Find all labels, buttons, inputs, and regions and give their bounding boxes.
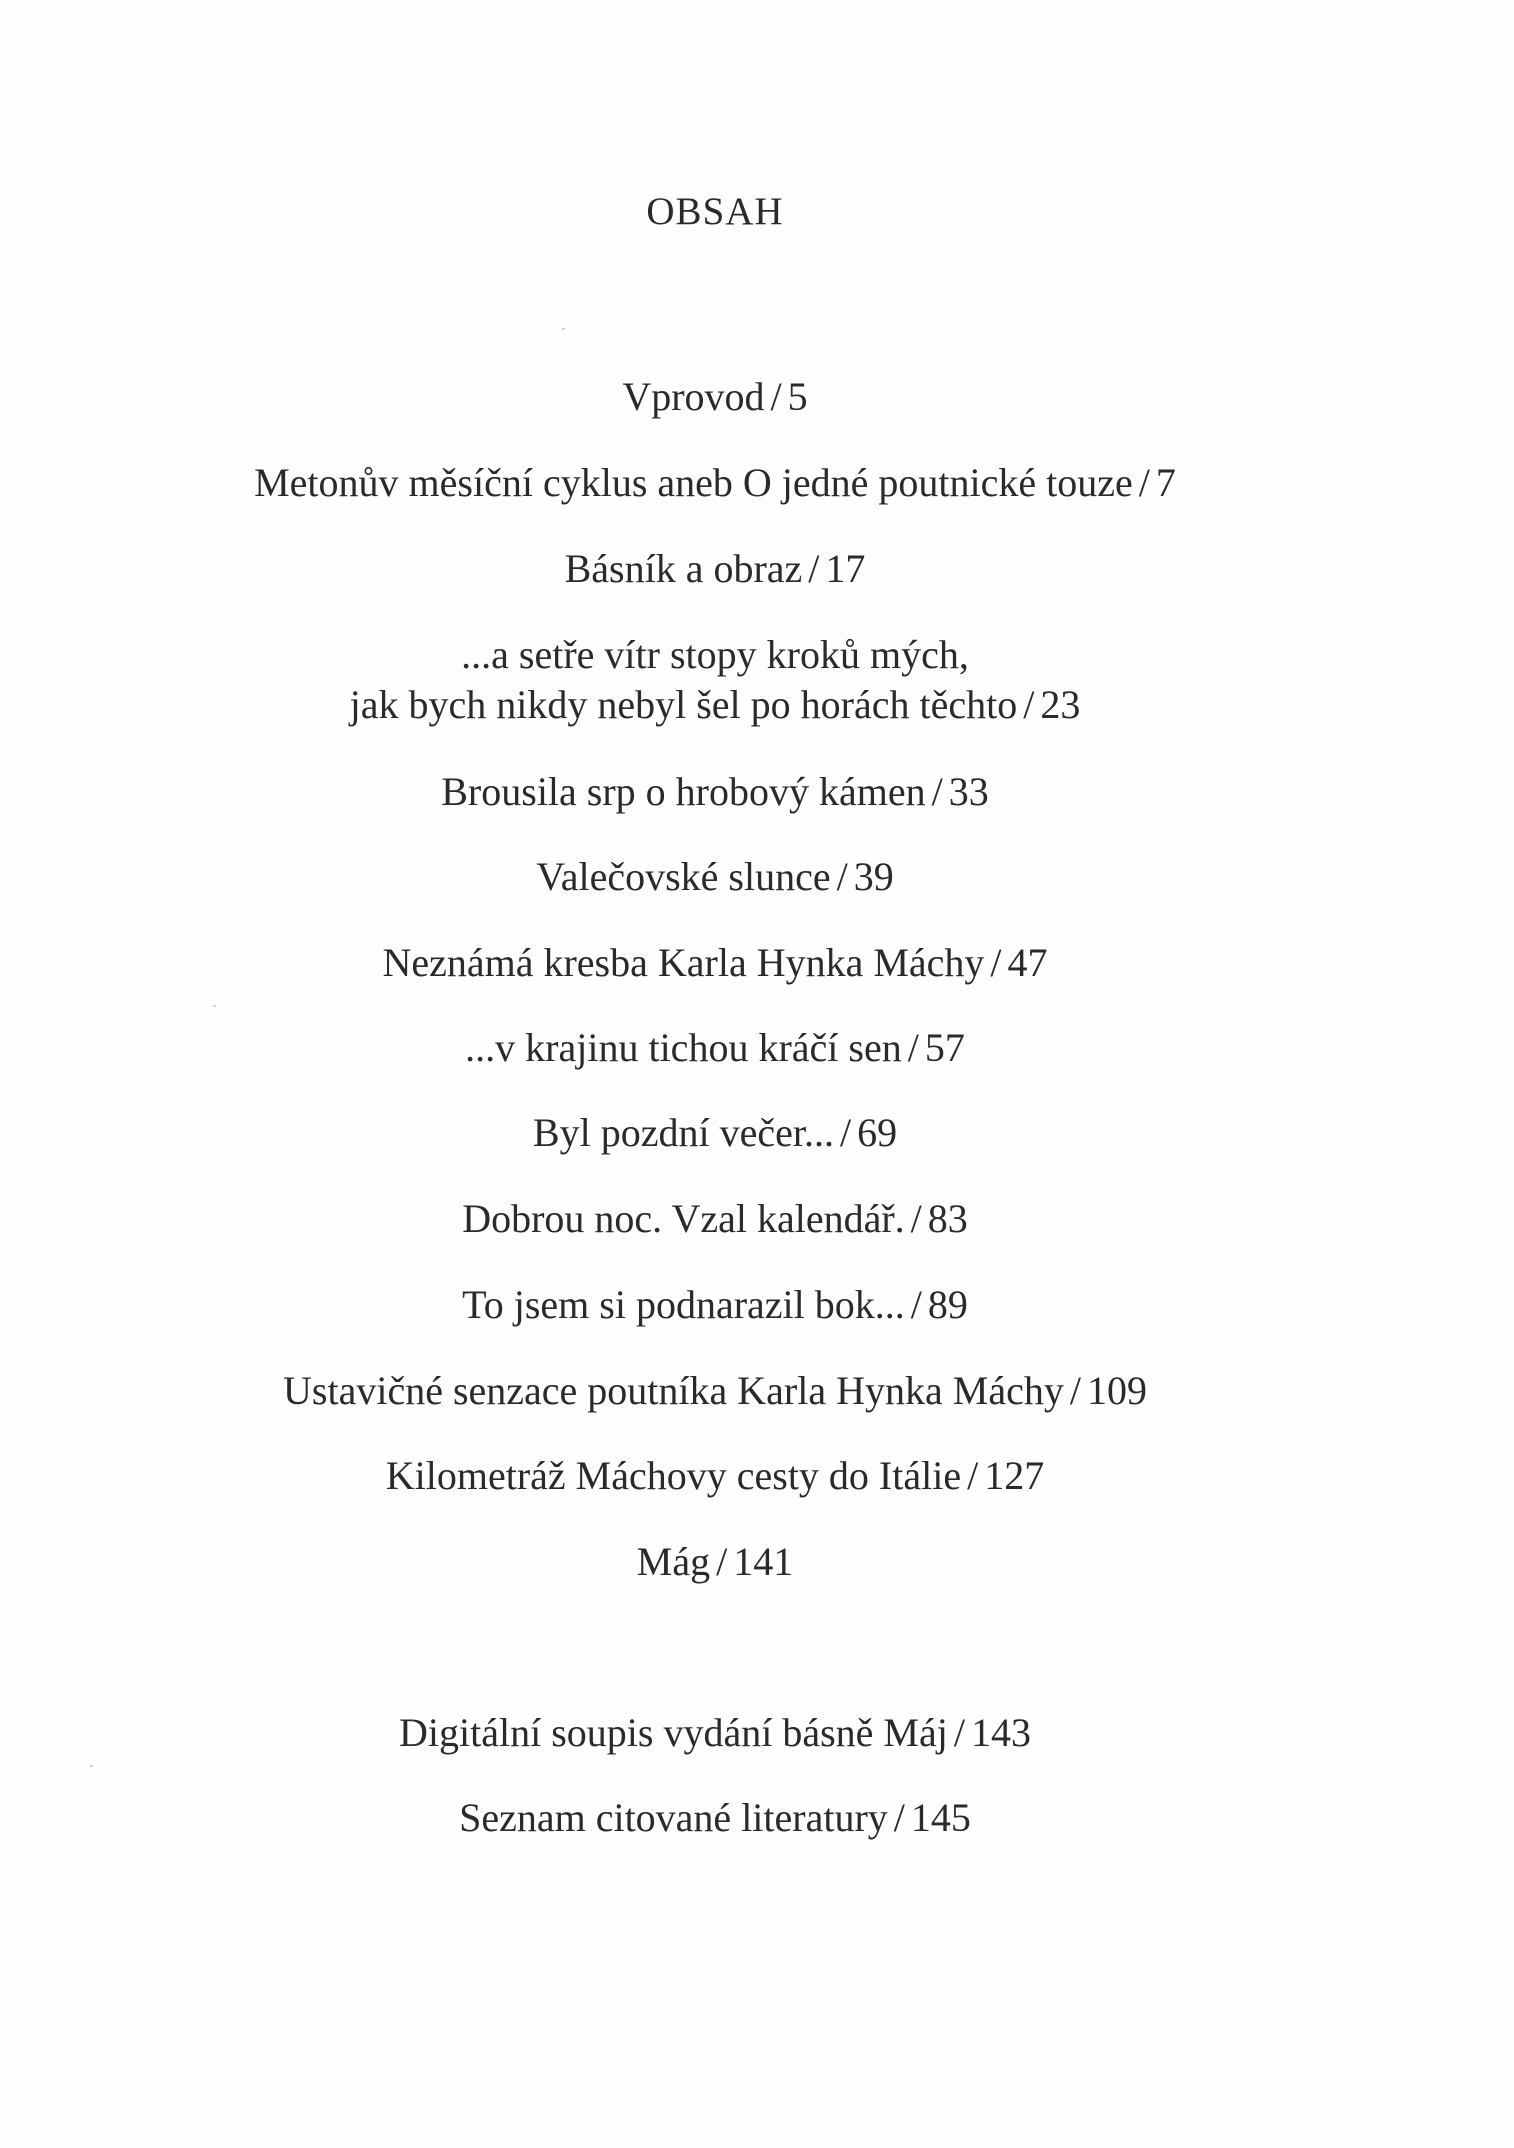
- toc-entry-page: 39: [853, 854, 894, 899]
- toc-separator: /: [953, 1710, 965, 1755]
- toc-entry: [0, 372, 1430, 422]
- toc-separator: /: [907, 1025, 919, 1070]
- toc-entry-page: 83: [927, 1196, 968, 1241]
- toc-entry-title-line1: ...a setře vítr stopy kroků mých,: [461, 632, 969, 677]
- toc-entry-page: 69: [857, 1110, 898, 1155]
- toc-entry: [0, 544, 1430, 594]
- toc-entry-title: Dobrou noc. Vzal kalendář.: [462, 1196, 905, 1241]
- toc-entry: [0, 1108, 1430, 1158]
- toc-entry-title: ...v krajinu tichou kráčí sen: [465, 1025, 902, 1070]
- toc-separator: /: [808, 546, 820, 591]
- toc-entry: [0, 852, 1430, 902]
- toc-entry: [0, 1537, 1430, 1587]
- toc-separator: /: [910, 1282, 922, 1327]
- toc-entry-title: Mág: [636, 1539, 711, 1584]
- toc-entry-page: 145: [910, 1795, 971, 1840]
- toc-entry-title: To jsem si podnarazil bok...: [462, 1282, 905, 1327]
- paper-speck: [213, 1005, 216, 1007]
- toc-entry-title: Seznam citované literatury: [459, 1795, 888, 1840]
- toc-appendix-entry: [0, 1793, 1430, 1843]
- toc-entry-title: Byl pozdní večer...: [532, 1110, 834, 1155]
- toc-separator: /: [931, 769, 943, 814]
- toc-entry-page: 33: [948, 769, 989, 814]
- toc-entry-title: Valečovské slunce: [536, 854, 831, 899]
- toc-entry-page: 89: [927, 1282, 968, 1327]
- toc-entry: [0, 767, 1430, 817]
- toc-entry-title: Kilometráž Máchovy cesty do Itálie: [385, 1453, 962, 1498]
- paper-speck: [90, 1765, 93, 1767]
- toc-separator: /: [1023, 682, 1035, 727]
- toc-entry-page: 7: [1155, 460, 1176, 505]
- toc-entry-title: Ustavičné senzace poutníka Karla Hynka Máchy: [283, 1368, 1064, 1413]
- toc-entry-page: 47: [1007, 940, 1048, 985]
- toc-entry: [0, 630, 1430, 730]
- toc-entry-page: 57: [924, 1025, 965, 1070]
- toc-entry-title: Metonův měsíční cyklus aneb O jedné poutnické touze: [254, 460, 1133, 505]
- toc-entry-title: Brousila srp o hrobový kámen: [441, 769, 926, 814]
- toc-entry-page: 141: [733, 1539, 794, 1584]
- toc-entry-page: 23: [1040, 682, 1081, 727]
- toc-entry: [0, 1280, 1430, 1330]
- page-title: OBSAH: [646, 190, 784, 233]
- toc-entry-title: Digitální soupis vydání básně Máj: [399, 1710, 948, 1755]
- toc-separator: /: [893, 1795, 905, 1840]
- toc-separator: /: [716, 1539, 728, 1584]
- toc-entry-title: Vprovod: [622, 374, 765, 419]
- toc-entry-page: 127: [984, 1453, 1045, 1498]
- toc-entry-title: Básník a obraz: [564, 546, 803, 591]
- toc-separator: /: [839, 1110, 852, 1155]
- toc-separator: /: [1069, 1368, 1081, 1413]
- toc-separator: /: [836, 854, 848, 899]
- toc-entry-title: Neznámá kresba Karla Hynka Máchy: [382, 940, 985, 985]
- paper-speck: [562, 328, 565, 330]
- toc-separator: /: [990, 940, 1002, 985]
- toc-entry-title-line2-wrap: [0, 680, 1430, 730]
- toc-separator: /: [1138, 460, 1150, 505]
- toc-entry: [0, 1023, 1430, 1073]
- toc-separator: /: [910, 1196, 922, 1241]
- toc-entry: [0, 1451, 1430, 1501]
- toc-entry: [0, 938, 1430, 988]
- toc-entry-page: 143: [970, 1710, 1031, 1755]
- toc-entry: [0, 458, 1430, 508]
- toc-entry-page: 17: [825, 546, 866, 591]
- toc-separator: /: [967, 1453, 979, 1498]
- toc-entry: [0, 1366, 1430, 1416]
- toc-entry: [0, 1194, 1430, 1244]
- toc-entry-page: 109: [1086, 1368, 1147, 1413]
- toc-appendix-entry: [0, 1708, 1430, 1758]
- toc-entry-page: 5: [787, 374, 808, 419]
- toc-entry-title-line2: jak bych nikdy nebyl šel po horách těchto: [349, 682, 1018, 727]
- toc-separator: /: [770, 374, 782, 419]
